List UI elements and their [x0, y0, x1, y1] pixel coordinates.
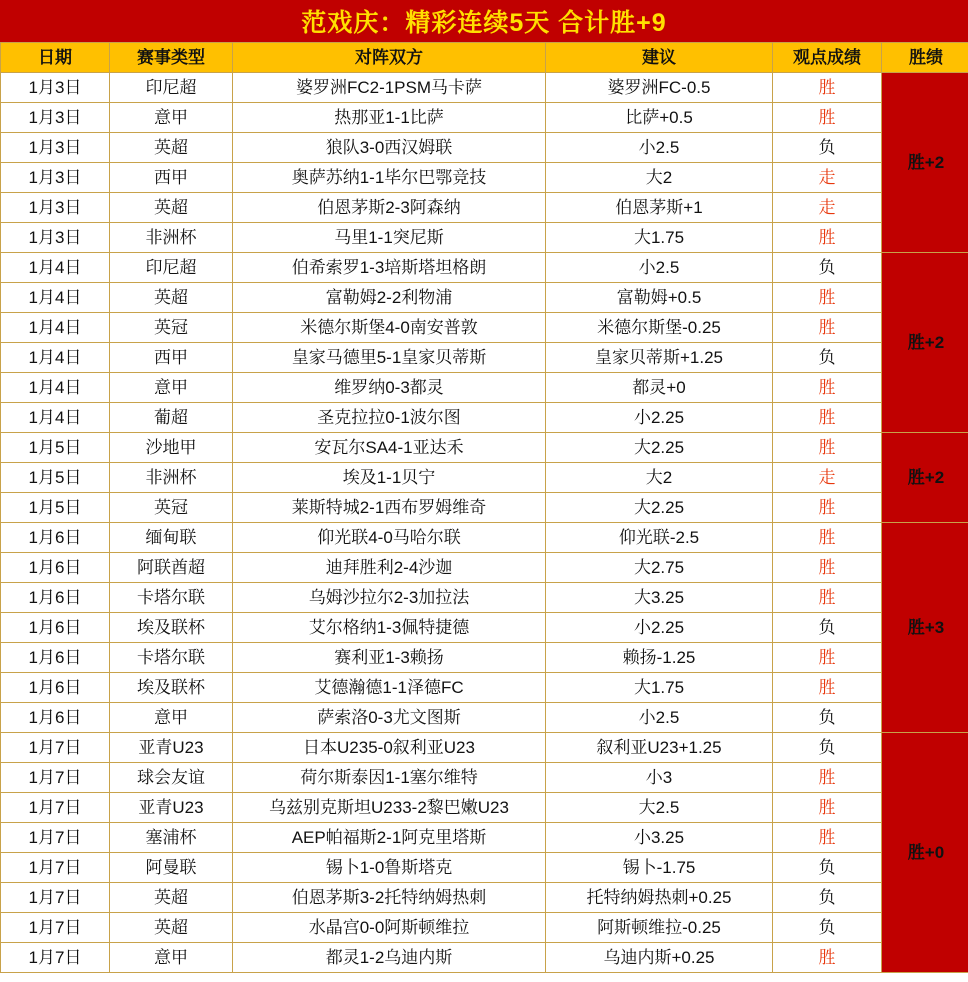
cell-advice: 托特纳姆热刺+0.25 — [546, 883, 773, 913]
cell-advice: 伯恩茅斯+1 — [546, 193, 773, 223]
cell-league: 英冠 — [110, 313, 233, 343]
cell-advice: 大2.25 — [546, 493, 773, 523]
cell-league: 卡塔尔联 — [110, 643, 233, 673]
cell-result: 负 — [773, 913, 882, 943]
table-row — [1, 493, 968, 523]
cell-league: 非洲杯 — [110, 463, 233, 493]
cell-advice: 小2.5 — [546, 133, 773, 163]
column-header-total: 胜绩 — [882, 43, 968, 73]
cell-league: 缅甸联 — [110, 523, 233, 553]
cell-result: 负 — [773, 133, 882, 163]
table-row — [1, 913, 968, 943]
cell-date: 1月6日 — [1, 553, 110, 583]
cell-result: 负 — [773, 883, 882, 913]
cell-match: 迪拜胜利2-4沙迦 — [233, 553, 546, 583]
cell-match: 日本U235-0叙利亚U23 — [233, 733, 546, 763]
cell-match: 皇家马德里5-1皇家贝蒂斯 — [233, 343, 546, 373]
cell-result: 胜 — [773, 643, 882, 673]
cell-match: AEP帕福斯2-1阿克里塔斯 — [233, 823, 546, 853]
table-row — [1, 463, 968, 493]
cell-result: 负 — [773, 703, 882, 733]
cell-advice: 小3 — [546, 763, 773, 793]
cell-result: 胜 — [773, 223, 882, 253]
cell-league: 球会友谊 — [110, 763, 233, 793]
cell-match: 伯希索罗1-3培斯塔坦格朗 — [233, 253, 546, 283]
table-row — [1, 553, 968, 583]
cell-date: 1月4日 — [1, 403, 110, 433]
cell-advice: 仰光联-2.5 — [546, 523, 773, 553]
table-row — [1, 703, 968, 733]
cell-match: 艾尔格纳1-3佩特捷德 — [233, 613, 546, 643]
cell-match: 马里1-1突尼斯 — [233, 223, 546, 253]
cell-date: 1月7日 — [1, 733, 110, 763]
cell-league: 英超 — [110, 283, 233, 313]
cell-match: 仰光联4-0马哈尔联 — [233, 523, 546, 553]
cell-result: 负 — [773, 733, 882, 763]
cell-date: 1月7日 — [1, 823, 110, 853]
cell-advice: 婆罗洲FC-0.5 — [546, 73, 773, 103]
cell-league: 英超 — [110, 883, 233, 913]
cell-match: 米德尔斯堡4-0南安普敦 — [233, 313, 546, 343]
cell-league: 阿曼联 — [110, 853, 233, 883]
cell-result: 胜 — [773, 103, 882, 133]
cell-advice: 皇家贝蒂斯+1.25 — [546, 343, 773, 373]
cell-match: 安瓦尔SA4-1亚达禾 — [233, 433, 546, 463]
cell-date: 1月3日 — [1, 133, 110, 163]
table-row — [1, 643, 968, 673]
cell-match: 都灵1-2乌迪内斯 — [233, 943, 546, 973]
cell-match: 锡卜1-0鲁斯塔克 — [233, 853, 546, 883]
cell-date: 1月6日 — [1, 583, 110, 613]
cell-result: 胜 — [773, 523, 882, 553]
cell-date: 1月6日 — [1, 613, 110, 643]
cell-league: 卡塔尔联 — [110, 583, 233, 613]
cell-league: 埃及联杯 — [110, 613, 233, 643]
table-row — [1, 733, 968, 763]
cell-league: 西甲 — [110, 343, 233, 373]
cell-total-score: 胜+0 — [882, 733, 968, 973]
cell-date: 1月7日 — [1, 853, 110, 883]
column-header-result: 观点成绩 — [773, 43, 882, 73]
cell-date: 1月7日 — [1, 883, 110, 913]
table-row — [1, 283, 968, 313]
cell-match: 荷尔斯泰因1-1塞尔维特 — [233, 763, 546, 793]
cell-advice: 大1.75 — [546, 223, 773, 253]
cell-league: 印尼超 — [110, 253, 233, 283]
table-body — [1, 73, 968, 973]
cell-advice: 小2.25 — [546, 613, 773, 643]
cell-league: 印尼超 — [110, 73, 233, 103]
table-row — [1, 613, 968, 643]
cell-league: 意甲 — [110, 103, 233, 133]
cell-advice: 米德尔斯堡-0.25 — [546, 313, 773, 343]
cell-advice: 大2 — [546, 163, 773, 193]
cell-date: 1月5日 — [1, 433, 110, 463]
cell-date: 1月5日 — [1, 463, 110, 493]
cell-match: 伯恩茅斯3-2托特纳姆热刺 — [233, 883, 546, 913]
table-row — [1, 223, 968, 253]
table-row — [1, 253, 968, 283]
cell-date: 1月4日 — [1, 313, 110, 343]
page-title: 范戏庆：精彩连续5天 合计胜+9 — [0, 0, 968, 42]
cell-advice: 阿斯顿维拉-0.25 — [546, 913, 773, 943]
cell-date: 1月6日 — [1, 673, 110, 703]
cell-date: 1月3日 — [1, 223, 110, 253]
cell-result: 胜 — [773, 73, 882, 103]
cell-result: 胜 — [773, 493, 882, 523]
table-row — [1, 883, 968, 913]
cell-advice: 比萨+0.5 — [546, 103, 773, 133]
cell-league: 英冠 — [110, 493, 233, 523]
cell-date: 1月7日 — [1, 763, 110, 793]
cell-league: 沙地甲 — [110, 433, 233, 463]
cell-advice: 赖扬-1.25 — [546, 643, 773, 673]
cell-league: 英超 — [110, 193, 233, 223]
cell-advice: 小2.5 — [546, 703, 773, 733]
cell-result: 胜 — [773, 553, 882, 583]
cell-advice: 大2 — [546, 463, 773, 493]
cell-date: 1月7日 — [1, 793, 110, 823]
cell-match: 莱斯特城2-1西布罗姆维奇 — [233, 493, 546, 523]
table-row — [1, 103, 968, 133]
header-row — [1, 43, 968, 73]
cell-result: 负 — [773, 613, 882, 643]
cell-result: 胜 — [773, 823, 882, 853]
cell-league: 塞浦杯 — [110, 823, 233, 853]
cell-league: 阿联酋超 — [110, 553, 233, 583]
column-header-league: 赛事类型 — [110, 43, 233, 73]
records-table — [0, 42, 968, 973]
cell-result: 胜 — [773, 283, 882, 313]
cell-date: 1月6日 — [1, 643, 110, 673]
cell-total-score: 胜+2 — [882, 433, 968, 523]
cell-result: 胜 — [773, 313, 882, 343]
cell-league: 意甲 — [110, 943, 233, 973]
cell-advice: 大3.25 — [546, 583, 773, 613]
cell-date: 1月7日 — [1, 913, 110, 943]
table-row — [1, 133, 968, 163]
table-row — [1, 583, 968, 613]
cell-result: 胜 — [773, 793, 882, 823]
cell-match: 艾德瀚德1-1泽德FC — [233, 673, 546, 703]
cell-match: 萨索洛0-3尤文图斯 — [233, 703, 546, 733]
cell-date: 1月7日 — [1, 943, 110, 973]
cell-match: 乌姆沙拉尔2-3加拉法 — [233, 583, 546, 613]
cell-advice: 大2.75 — [546, 553, 773, 583]
table-row — [1, 403, 968, 433]
cell-league: 埃及联杯 — [110, 673, 233, 703]
cell-league: 英超 — [110, 133, 233, 163]
cell-advice: 大1.75 — [546, 673, 773, 703]
cell-advice: 小3.25 — [546, 823, 773, 853]
cell-league: 亚青U23 — [110, 793, 233, 823]
table-row — [1, 193, 968, 223]
cell-result: 胜 — [773, 943, 882, 973]
cell-league: 西甲 — [110, 163, 233, 193]
cell-advice: 大2.25 — [546, 433, 773, 463]
table-row — [1, 73, 968, 103]
cell-total-score: 胜+3 — [882, 523, 968, 733]
cell-advice: 叙利亚U23+1.25 — [546, 733, 773, 763]
cell-league: 英超 — [110, 913, 233, 943]
cell-result: 负 — [773, 853, 882, 883]
cell-match: 赛利亚1-3赖扬 — [233, 643, 546, 673]
cell-match: 埃及1-1贝宁 — [233, 463, 546, 493]
cell-advice: 小2.25 — [546, 403, 773, 433]
cell-result: 胜 — [773, 673, 882, 703]
cell-date: 1月3日 — [1, 163, 110, 193]
table-row — [1, 163, 968, 193]
cell-advice: 乌迪内斯+0.25 — [546, 943, 773, 973]
cell-date: 1月3日 — [1, 73, 110, 103]
cell-total-score: 胜+2 — [882, 73, 968, 253]
table-row — [1, 313, 968, 343]
cell-match: 圣克拉拉0-1波尔图 — [233, 403, 546, 433]
cell-match: 热那亚1-1比萨 — [233, 103, 546, 133]
cell-match: 狼队3-0西汉姆联 — [233, 133, 546, 163]
table-row — [1, 823, 968, 853]
cell-total-score: 胜+2 — [882, 253, 968, 433]
cell-date: 1月4日 — [1, 343, 110, 373]
cell-date: 1月3日 — [1, 193, 110, 223]
cell-advice: 小2.5 — [546, 253, 773, 283]
cell-match: 维罗纳0-3都灵 — [233, 373, 546, 403]
cell-league: 葡超 — [110, 403, 233, 433]
table-row — [1, 943, 968, 973]
cell-result: 胜 — [773, 583, 882, 613]
column-header-advice: 建议 — [546, 43, 773, 73]
table-row — [1, 763, 968, 793]
cell-league: 意甲 — [110, 373, 233, 403]
cell-match: 水晶宫0-0阿斯顿维拉 — [233, 913, 546, 943]
cell-date: 1月4日 — [1, 253, 110, 283]
column-header-date: 日期 — [1, 43, 110, 73]
table-row — [1, 853, 968, 883]
cell-result: 胜 — [773, 763, 882, 793]
cell-result: 胜 — [773, 433, 882, 463]
cell-match: 伯恩茅斯2-3阿森纳 — [233, 193, 546, 223]
cell-advice: 大2.5 — [546, 793, 773, 823]
table-header — [1, 43, 968, 73]
cell-date: 1月4日 — [1, 283, 110, 313]
cell-advice: 锡卜-1.75 — [546, 853, 773, 883]
cell-date: 1月6日 — [1, 523, 110, 553]
column-header-match: 对阵双方 — [233, 43, 546, 73]
cell-date: 1月4日 — [1, 373, 110, 403]
cell-date: 1月3日 — [1, 103, 110, 133]
cell-result: 负 — [773, 343, 882, 373]
cell-result: 胜 — [773, 403, 882, 433]
cell-date: 1月5日 — [1, 493, 110, 523]
cell-advice: 富勒姆+0.5 — [546, 283, 773, 313]
table-row — [1, 343, 968, 373]
cell-match: 婆罗洲FC2-1PSM马卡萨 — [233, 73, 546, 103]
cell-result: 走 — [773, 193, 882, 223]
table-row — [1, 373, 968, 403]
cell-date: 1月6日 — [1, 703, 110, 733]
cell-league: 意甲 — [110, 703, 233, 733]
cell-advice: 都灵+0 — [546, 373, 773, 403]
cell-result: 走 — [773, 463, 882, 493]
cell-league: 非洲杯 — [110, 223, 233, 253]
cell-result: 走 — [773, 163, 882, 193]
cell-match: 富勒姆2-2利物浦 — [233, 283, 546, 313]
table-row — [1, 433, 968, 463]
cell-result: 负 — [773, 253, 882, 283]
table-row — [1, 673, 968, 703]
table-row — [1, 793, 968, 823]
cell-match: 乌兹别克斯坦U233-2黎巴嫩U23 — [233, 793, 546, 823]
table-row — [1, 523, 968, 553]
cell-match: 奥萨苏纳1-1毕尔巴鄂竞技 — [233, 163, 546, 193]
cell-result: 胜 — [773, 373, 882, 403]
cell-league: 亚青U23 — [110, 733, 233, 763]
